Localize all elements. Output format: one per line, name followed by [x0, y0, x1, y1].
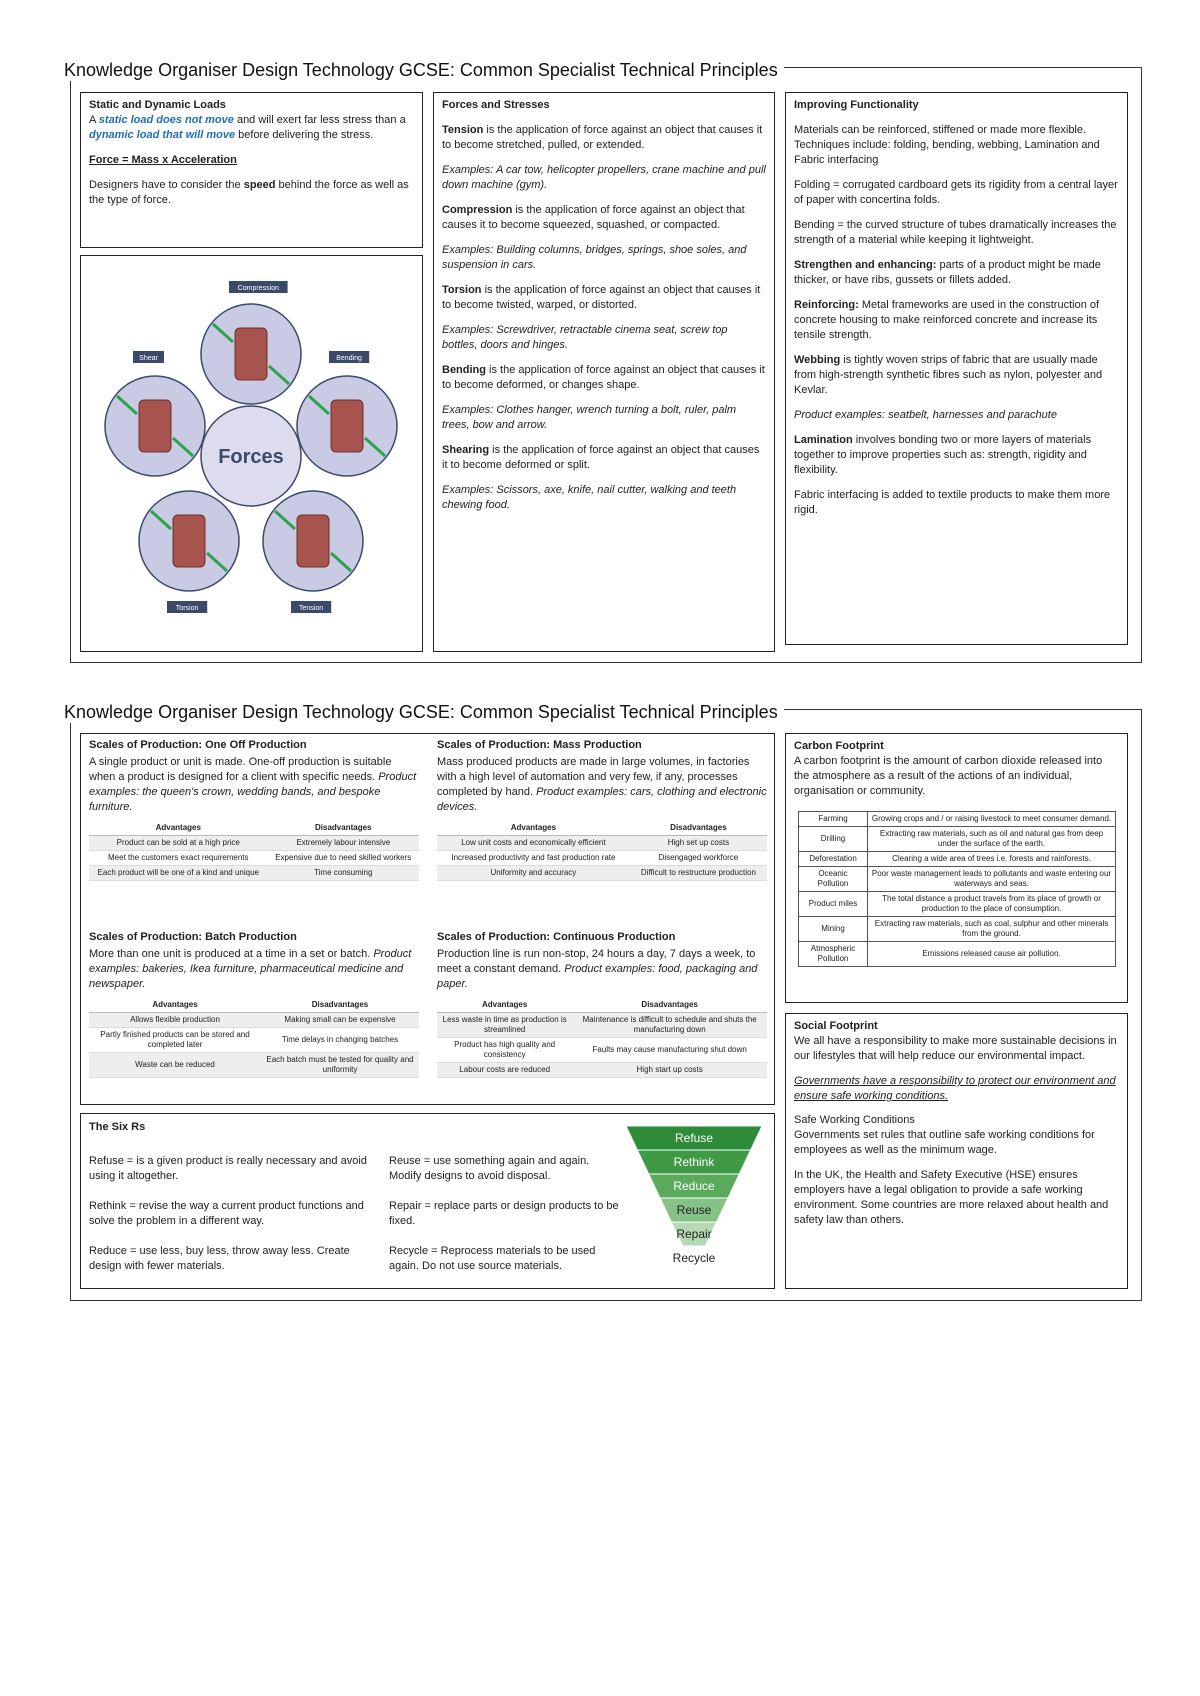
tension-definition: Tension is the application of force against an object that causes it to become stretched, pulled, or extended.: [442, 124, 763, 151]
fabric-interfacing-text: Fabric interfacing is added to textile products to make them more rigid.: [794, 489, 1111, 516]
shearing-definition: Shearing is the application of force against an object that causes it to become deformed or split.: [442, 444, 760, 471]
six-rs-heading: The Six Rs: [89, 1121, 146, 1133]
safe-working-text: Governments set rules that outline safe working conditions for employees as well as the minimum wage.: [794, 1129, 1095, 1156]
force-item: [442, 443, 766, 513]
forces-diagram: [81, 256, 422, 651]
forces-centre-label: Forces: [218, 446, 284, 468]
webbing-text: Webbing is tightly woven strips of fabric that are usually made from high-strength synthetic fibres such as nylon, polyester and Kevlar.: [794, 354, 1103, 396]
tension-label: Tension: [299, 605, 324, 612]
carbon-row: Atmospheric Pollution Emissions released cause air pollution.: [799, 942, 1116, 967]
folding-text: Folding = corrugated cardboard gets its rigidity from a central layer of paper with concertina folds.: [794, 179, 1118, 206]
torsion-definition: Torsion is the application of force against an object that causes it to become twisted, warped, or distorted.: [442, 284, 761, 311]
designers-speed-text: Designers have to consider the speed behind the force as well as the type of force.: [89, 179, 409, 206]
torsion-examples: Examples: Screwdriver, retractable cinema seat, screw top bottles, doors and hinges.: [442, 324, 728, 351]
carbon-row: Drilling Extracting raw materials, such as oil and natural gas from deep under the surface of the earth.: [799, 827, 1116, 852]
mass-table: Advantages Disadvantages Low unit costs and economically efficient High set up costs Increased productivity and fast production rate Disengaged workforce Uniformity and accuracy Difficult to restructure production: [437, 821, 767, 881]
static-dynamic-loads-box: [80, 92, 423, 248]
carbon-footprint-box: [785, 733, 1128, 1003]
static-dynamic-heading: Static and Dynamic Loads: [89, 99, 226, 111]
webbing-examples: Product examples: seatbelt, harnesses and parachute: [794, 409, 1057, 421]
six-rs-left-column: [89, 1154, 379, 1289]
mass-section: [437, 738, 767, 881]
batch-heading: Scales of Production: Batch Production: [89, 931, 297, 943]
improving-functionality-box: [785, 92, 1128, 645]
six-rs-box: [80, 1113, 775, 1289]
force-item: [442, 123, 766, 193]
compression-examples: Examples: Building columns, bridges, springs, shoe soles, and suspension in cars.: [442, 244, 747, 271]
reduce-text: Reduce = use less, buy less, throw away less. Create design with fewer materials.: [89, 1245, 350, 1272]
forces-stresses-box: [433, 92, 775, 652]
carbon-row: Oceanic Pollution Poor waste management leads to pollutants and waste entering our waterways and seas.: [799, 867, 1116, 892]
six-rs-pyramid: [626, 1126, 766, 1276]
batch-section: [89, 930, 419, 1078]
carbon-row: Farming Growing crops and / or raising livestock to meet consumer demand.: [799, 812, 1116, 827]
bending-definition: Bending is the application of force against an object that causes it to become deformed, or changes shape.: [442, 364, 765, 391]
bending-text: Bending = the curved structure of tubes dramatically increases the strength of a material while keeping it lightweight.: [794, 219, 1117, 246]
lamination-text: Lamination involves bonding two or more layers of materials together to improve properties such as: strength, rigidity and flexibility.: [794, 434, 1092, 476]
reinforcing-text: Reinforcing: Metal frameworks are used in the construction of concrete housing to make reinforced concrete and increase its tensile strength.: [794, 299, 1100, 341]
torsion-block: [173, 515, 205, 567]
shear-label: Shear: [139, 355, 158, 362]
page1-title: Knowledge Organiser Design Technology GCSE: Common Specialist Technical Principles: [64, 60, 784, 81]
force-item: [442, 283, 766, 353]
scales-of-production-box: [80, 733, 775, 1105]
continuous-heading: Scales of Production: Continuous Production: [437, 931, 676, 943]
forces-diagram-box: [80, 255, 423, 652]
pyramid-tier-label: Refuse: [674, 1131, 714, 1145]
static-dynamic-text: A static load does not move and will exert far less stress than a dynamic load that will move before delivering the stress.: [89, 114, 406, 141]
repair-text: Repair = replace parts or design products to be fixed.: [389, 1200, 619, 1227]
shear-block: [139, 400, 171, 452]
compression-label: Compression: [237, 285, 279, 292]
carbon-heading: Carbon Footprint: [794, 740, 884, 752]
recycle-text: Recycle = Reprocess materials to be used again. Do not use source materials.: [389, 1245, 596, 1272]
safe-working-heading: Safe Working Conditions: [794, 1114, 915, 1126]
force-item: [442, 203, 766, 273]
bending-block: [331, 400, 363, 452]
carbon-text: A carbon footprint is the amount of carbon dioxide released into the atmosphere as a result of the actions of an individual, organisation or community.: [794, 755, 1103, 797]
social-heading: Social Footprint: [794, 1020, 878, 1032]
mass-heading: Scales of Production: Mass Production: [437, 739, 642, 751]
page2-title: Knowledge Organiser Design Technology GCSE: Common Specialist Technical Principles: [64, 702, 784, 723]
improving-heading: Improving Functionality: [794, 99, 919, 111]
forces-stresses-heading: Forces and Stresses: [442, 99, 550, 111]
strengthen-text: Strengthen and enhancing: parts of a product might be made thicker, or have ribs, gussets or fillets added.: [794, 259, 1101, 286]
one-off-text: A single product or unit is made. One-off production is suitable when a product is designed for a client with specific needs. Product examples: the queen's crown, wedding bands, and bespoke furniture.: [89, 756, 417, 813]
pyramid-tier-label: Rethink: [673, 1155, 715, 1169]
carbon-row: Deforestation Clearing a wide area of trees i.e. forests and rainforests.: [799, 852, 1116, 867]
bending-examples: Examples: Clothes hanger, wrench turning a bolt, ruler, palm trees, bow and arrow.: [442, 404, 737, 431]
reuse-text: Reuse = use something again and again. Modify designs to avoid disposal.: [389, 1155, 590, 1182]
bending-label: Bending: [336, 355, 362, 362]
compression-definition: Compression is the application of force against an object that causes it to become squeezed, squashed, or compacted.: [442, 204, 745, 231]
one-off-section: [89, 738, 419, 881]
pyramid-tier-label: Recycle: [672, 1251, 716, 1265]
improving-intro: Materials can be reinforced, stiffened or made more flexible. Techniques include: folding, bending, webbing, Lamination and Fabric interfacing: [794, 124, 1100, 166]
social-text: We all have a responsibility to make more sustainable decisions in our lifestyles that will help reduce our environmental impact.: [794, 1035, 1117, 1062]
refuse-text: Refuse = is a given product is really necessary and avoid using it altogether.: [89, 1155, 367, 1182]
torsion-label: Torsion: [175, 605, 199, 612]
government-responsibility: Governments have a responsibility to protect our environment and ensure safe working conditions.: [794, 1075, 1116, 1102]
continuous-table: Advantages Disadvantages Less waste in time as production is streamlined Maintenance is difficult to schedule and shuts the manufacturing down Product has high quality and consistency Faults may cause manufacturing shut down Labour costs are reduced High start up costs: [437, 998, 767, 1078]
one-off-table: Advantages Disadvantages Product can be sold at a high price Extremely labour intensive Meet the customers exact requirements Expensive due to need skilled workers Each product will be one of a kind and unique Time consuming: [89, 821, 419, 881]
shearing-examples: Examples: Scissors, axe, knife, nail cutter, walking and teeth chewing food.: [442, 484, 737, 511]
carbon-row: Mining Extracting raw materials, such as coal, sulphur and other minerals from the ground.: [799, 917, 1116, 942]
pyramid-tier-label: Reuse: [676, 1203, 712, 1217]
mass-text: Mass produced products are made in large volumes, in factories with a high level of automation and very few, if any, processes completed by hand. Product examples: cars, clothing and electronic devices.: [437, 756, 767, 813]
force-equation: Force = Mass x Acceleration: [89, 154, 237, 166]
tension-examples: Examples: A car tow, helicopter propellers, crane machine and pull down machine (gym).: [442, 164, 766, 191]
six-rs-right-column: [389, 1154, 619, 1289]
force-item: [442, 363, 766, 433]
carbon-row: Product miles The total distance a product travels from its place of growth or production to the place of consumption.: [799, 892, 1116, 917]
social-footprint-box: [785, 1013, 1128, 1289]
batch-table: Advantages Disadvantages Allows flexible production Making small can be expensive Partly finished products can be stored and completed later Time delays in changing batches Waste can be reduced Each batch must be tested for quality and uniformity: [89, 998, 419, 1078]
batch-text: More than one unit is produced at a time in a set or batch. Product examples: bakeries, Ikea furniture, pharmaceutical medicine and newspaper.: [89, 948, 412, 990]
pyramid-tier-label: Repair: [676, 1227, 712, 1241]
continuous-text: Production line is run non-stop, 24 hours a day, 7 days a week, to meet a constant demand. Product examples: food, packaging and paper.: [437, 948, 758, 990]
tension-block: [297, 515, 329, 567]
hse-text: In the UK, the Health and Safety Executive (HSE) ensures employers have a legal obligation to provide a safe working environment. Some countries are more relaxed about health and safety law than others.: [794, 1169, 1109, 1226]
continuous-section: [437, 930, 767, 1078]
one-off-heading: Scales of Production: One Off Production: [89, 739, 307, 751]
rethink-text: Rethink = revise the way a current product functions and solve the problem in a different way.: [89, 1200, 364, 1227]
compression-block: [235, 328, 267, 380]
carbon-table: [798, 811, 1116, 967]
pyramid-tier-label: Reduce: [673, 1179, 715, 1193]
